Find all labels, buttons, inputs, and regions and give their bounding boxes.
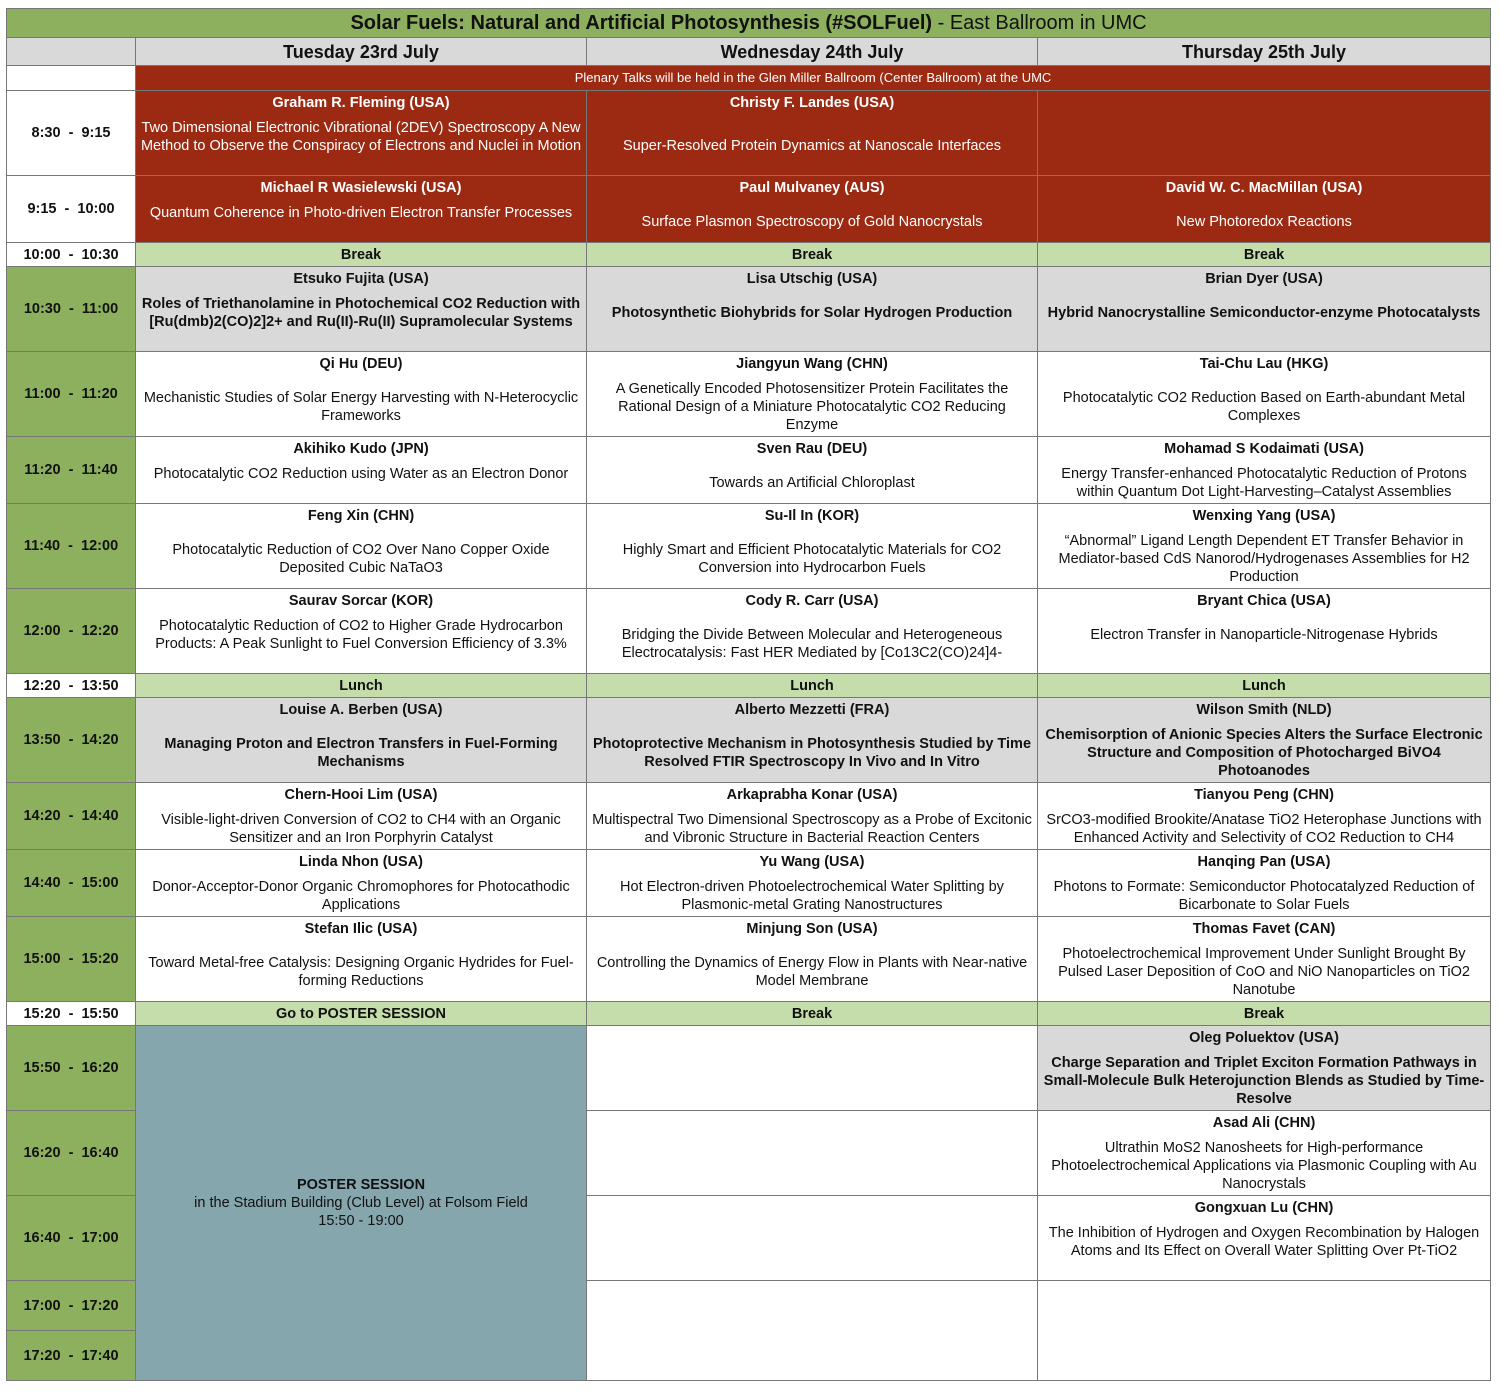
page-title [7, 9, 1491, 38]
time-slot: 10:00 - 10:30 [7, 243, 136, 267]
talk-title: Bridging the Divide Between Molecular and Heterogeneous Electrocatalysis: Fast HER Mediated by [Co13C2(CO)24]4- [621, 627, 1003, 661]
talk-cell [1038, 698, 1491, 783]
talk-title: Hybrid Nanocrystalline Semiconductor-enzyme Photocatalysts [1047, 305, 1481, 321]
talk-cell [1038, 176, 1491, 243]
talk-cell [136, 504, 587, 589]
talk-cell [136, 783, 587, 850]
talk-cell [1038, 352, 1491, 437]
time-slot: 17:00 - 17:20 [7, 1281, 136, 1331]
talk-title: Energy Transfer-enhanced Photocatalytic Reduction of Protons within Quantum Dot Light-Harvesting–Catalyst Assemblies [1061, 466, 1467, 500]
time-slot: 9:15 - 10:00 [7, 176, 136, 243]
speaker-name: Graham R. Fleming (USA) [272, 95, 450, 111]
break-cell: Break [587, 1002, 1038, 1026]
speaker-name: Qi Hu (DEU) [319, 356, 403, 372]
talk-cell [587, 176, 1038, 243]
speaker-name: Etsuko Fujita (USA) [293, 271, 429, 287]
speaker-name: Saurav Sorcar (KOR) [288, 593, 434, 609]
talk-title: A Genetically Encoded Photosensitizer Protein Facilitates the Rational Design of a Miniature Photocatalytic CO2 Reducing Enzyme [615, 381, 1009, 433]
talk-title: Quantum Coherence in Photo-driven Electron Transfer Processes [149, 205, 573, 221]
talk-cell [136, 437, 587, 504]
time-slot: 13:50 - 14:20 [7, 698, 136, 783]
talk-title: “Abnormal” Ligand Length Dependent ET Transfer Behavior in Mediator-based CdS Nanorod/Hydrogenases Assemblies for H2 Production [1058, 533, 1470, 585]
speaker-name: Sven Rau (DEU) [756, 441, 868, 457]
poster-session-block [136, 1026, 587, 1381]
lunch-cell: Lunch [1038, 674, 1491, 698]
poster-session-title: POSTER SESSION [296, 1177, 426, 1193]
note-corner-cell [7, 66, 136, 91]
talk-title: Multispectral Two Dimensional Spectroscopy as a Probe of Excitonic and Vibronic Structure in Bacterial Reaction Centers [592, 812, 1032, 846]
talk-cell [1038, 1026, 1491, 1111]
talk-title: Photons to Formate: Semiconductor Photocatalyzed Reduction of Bicarbonate to Solar Fuels [1053, 879, 1475, 913]
talk-cell [1038, 589, 1491, 674]
speaker-name: Tai-Chu Lau (HKG) [1199, 356, 1329, 372]
talk-title: Managing Proton and Electron Transfers in Fuel-Forming Mechanisms [164, 736, 558, 770]
empty-cell [587, 1026, 1038, 1111]
speaker-name: Wenxing Yang (USA) [1192, 508, 1336, 524]
break-cell: Break [1038, 243, 1491, 267]
talk-cell [136, 589, 587, 674]
talk-title: SrCO3-modified Brookite/Anatase TiO2 Heterophase Junctions with Enhanced Activity and Selectivity of CO2 Reduction to CH4 [1046, 812, 1482, 846]
talk-title: Photosynthetic Biohybrids for Solar Hydrogen Production [611, 305, 1013, 321]
speaker-name: Louise A. Berben (USA) [279, 702, 443, 718]
talk-title: Two Dimensional Electronic Vibrational (2DEV) Spectroscopy A New Method to Observe the Conspiracy of Electrons and Nuclei in Motion [140, 120, 582, 154]
talk-cell [1038, 437, 1491, 504]
lunch-cell: Lunch [587, 674, 1038, 698]
talk-title: Photocatalytic Reduction of CO2 to Higher Grade Hydrocarbon Products: A Peak Sunlight to Fuel Conversion Efficiency of 3.3% [155, 618, 567, 652]
speaker-name: Linda Nhon (USA) [298, 854, 424, 870]
speaker-name: Alberto Mezzetti (FRA) [734, 702, 890, 718]
talk-title: Surface Plasmon Spectroscopy of Gold Nanocrystals [641, 214, 983, 230]
speaker-name: Arkaprabha Konar (USA) [726, 787, 898, 803]
talk-cell [1038, 1111, 1491, 1196]
talk-title: Mechanistic Studies of Solar Energy Harvesting with N-Heterocyclic Frameworks [143, 390, 579, 424]
talk-cell [136, 176, 587, 243]
talk-cell [136, 91, 587, 176]
talk-cell [1038, 917, 1491, 1002]
talk-cell [587, 437, 1038, 504]
break-cell: Break [136, 243, 587, 267]
speaker-name: Stefan Ilic (USA) [304, 921, 418, 937]
talk-cell [1038, 504, 1491, 589]
talk-title: Hot Electron-driven Photoelectrochemical Water Splitting by Plasmonic-metal Grating Nanostructures [620, 879, 1004, 913]
time-slot: 14:40 - 15:00 [7, 850, 136, 917]
talk-title: New Photoredox Reactions [1176, 214, 1352, 230]
talk-cell [1038, 850, 1491, 917]
talk-cell [587, 850, 1038, 917]
speaker-name: Asad Ali (CHN) [1212, 1115, 1316, 1131]
speaker-name: Akihiko Kudo (JPN) [293, 441, 429, 457]
schedule-table [6, 8, 1491, 1381]
talk-title: Super-Resolved Protein Dynamics at Nanoscale Interfaces [623, 138, 1001, 154]
talk-cell [136, 698, 587, 783]
talk-title: Controlling the Dynamics of Energy Flow in Plants with Near-native Model Membrane [596, 955, 1028, 989]
talk-title: Electron Transfer in Nanoparticle-Nitrogenase Hybrids [1090, 627, 1438, 643]
time-slot: 15:00 - 15:20 [7, 917, 136, 1002]
empty-cell [1038, 1281, 1491, 1381]
speaker-name: Oleg Poluektov (USA) [1189, 1030, 1339, 1046]
talk-title: Highly Smart and Efficient Photocatalytic Materials for CO2 Conversion into Hydrocarbon Fuels [622, 542, 1002, 576]
empty-cell [1038, 91, 1491, 176]
talk-title: Visible-light-driven Conversion of CO2 to CH4 with an Organic Sensitizer and an Iron Porphyrin Catalyst [161, 812, 561, 846]
talk-cell [587, 917, 1038, 1002]
plenary-note: Plenary Talks will be held in the Glen Miller Ballroom (Center Ballroom) at the UMC [136, 66, 1491, 91]
talk-cell [1038, 783, 1491, 850]
talk-cell [136, 352, 587, 437]
speaker-name: Minjung Son (USA) [746, 921, 878, 937]
time-slot: 8:30 - 9:15 [7, 91, 136, 176]
time-slot: 17:20 - 17:40 [7, 1331, 136, 1381]
speaker-name: Su-Il In (KOR) [764, 508, 860, 524]
corner-cell [7, 38, 136, 66]
poster-session-link: Go to POSTER SESSION [136, 1002, 587, 1026]
speaker-name: David W. C. MacMillan (USA) [1165, 180, 1363, 196]
speaker-name: Michael R Wasielewski (USA) [260, 180, 462, 196]
time-slot: 14:20 - 14:40 [7, 783, 136, 850]
talk-title: Photoprotective Mechanism in Photosynthesis Studied by Time Resolved FTIR Spectroscopy In Vivo and In Vitro [592, 736, 1032, 770]
empty-cell [587, 1111, 1038, 1196]
time-slot: 11:20 - 11:40 [7, 437, 136, 504]
break-cell: Break [587, 243, 1038, 267]
speaker-name: Hanqing Pan (USA) [1197, 854, 1331, 870]
talk-title: Towards an Artificial Chloroplast [709, 475, 915, 491]
talk-title: The Inhibition of Hydrogen and Oxygen Recombination by Halogen Atoms and Its Effect on Overall Water Splitting Over Pt-TiO2 [1048, 1225, 1480, 1259]
time-slot: 11:40 - 12:00 [7, 504, 136, 589]
title-main: Solar Fuels: Natural and Artificial Photosynthesis (#SOLFuel) [350, 12, 933, 34]
time-slot: 10:30 - 11:00 [7, 267, 136, 352]
time-slot: 16:40 - 17:00 [7, 1196, 136, 1281]
speaker-name: Lisa Utschig (USA) [746, 271, 878, 287]
day-header-wednesday: Wednesday 24th July [587, 38, 1038, 66]
time-slot: 15:50 - 16:20 [7, 1026, 136, 1111]
talk-title: Donor-Acceptor-Donor Organic Chromophores for Photocathodic Applications [152, 879, 570, 913]
talk-cell [1038, 267, 1491, 352]
speaker-name: Christy F. Landes (USA) [729, 95, 895, 111]
speaker-name: Gongxuan Lu (CHN) [1194, 1200, 1334, 1216]
time-slot: 11:00 - 11:20 [7, 352, 136, 437]
poster-session-time: 15:50 - 19:00 [318, 1213, 404, 1229]
speaker-name: Mohamad S Kodaimati (USA) [1164, 441, 1364, 457]
speaker-name: Paul Mulvaney (AUS) [739, 180, 885, 196]
talk-cell [587, 504, 1038, 589]
time-slot: 15:20 - 15:50 [7, 1002, 136, 1026]
talk-cell [587, 589, 1038, 674]
break-cell: Break [1038, 1002, 1491, 1026]
talk-title: Photoelectrochemical Improvement Under Sunlight Brought By Pulsed Laser Deposition of CoO and NiO Nanoparticles on TiO2 Nanotube [1058, 946, 1470, 998]
speaker-name: Yu Wang (USA) [759, 854, 865, 870]
time-slot: 12:00 - 12:20 [7, 589, 136, 674]
talk-title: Roles of Triethanolamine in Photochemical CO2 Reduction with [Ru(dmb)2(CO)2]2+ and Ru(II)-Ru(II) Supramolecular Systems [141, 296, 581, 330]
speaker-name: Tianyou Peng (CHN) [1194, 787, 1334, 803]
talk-cell [587, 352, 1038, 437]
talk-title: Charge Separation and Triplet Exciton Formation Pathways in Small-Molecule Bulk Heterojunction Blends as Studied by Time-Resolve [1043, 1055, 1485, 1107]
speaker-name: Jiangyun Wang (CHN) [736, 356, 888, 372]
speaker-name: Bryant Chica (USA) [1197, 593, 1331, 609]
talk-cell [587, 698, 1038, 783]
talk-title: Photocatalytic Reduction of CO2 Over Nano Copper Oxide Deposited Cubic NaTaO3 [172, 542, 550, 576]
speaker-name: Wilson Smith (NLD) [1196, 702, 1332, 718]
talk-cell [587, 783, 1038, 850]
time-slot: 12:20 - 13:50 [7, 674, 136, 698]
title-location: - East Ballroom in UMC [932, 12, 1147, 34]
day-header-tuesday: Tuesday 23rd July [136, 38, 587, 66]
empty-cell [587, 1281, 1038, 1381]
day-header-thursday: Thursday 25th July [1038, 38, 1491, 66]
talk-cell [136, 267, 587, 352]
empty-cell [587, 1196, 1038, 1281]
speaker-name: Thomas Favet (CAN) [1192, 921, 1336, 937]
talk-title: Photocatalytic CO2 Reduction using Water as an Electron Donor [153, 466, 569, 482]
talk-title: Toward Metal-free Catalysis: Designing Organic Hydrides for Fuel-forming Reductions [148, 955, 574, 989]
speaker-name: Brian Dyer (USA) [1205, 271, 1323, 287]
speaker-name: Feng Xin (CHN) [307, 508, 415, 524]
talk-cell [136, 850, 587, 917]
talk-cell [1038, 1196, 1491, 1281]
talk-cell [587, 267, 1038, 352]
talk-title: Photocatalytic CO2 Reduction Based on Earth-abundant Metal Complexes [1062, 390, 1466, 424]
speaker-name: Cody R. Carr (USA) [745, 593, 879, 609]
poster-session-location: in the Stadium Building (Club Level) at Folsom Field [194, 1195, 528, 1211]
talk-cell [136, 917, 587, 1002]
talk-cell [587, 91, 1038, 176]
talk-title: Ultrathin MoS2 Nanosheets for High-performance Photoelectrochemical Applications via Plasmonic Coupling with Au Nanocrystals [1051, 1140, 1477, 1192]
time-slot: 16:20 - 16:40 [7, 1111, 136, 1196]
talk-title: Chemisorption of Anionic Species Alters the Surface Electronic Structure and Composition of Photocharged BiVO4 Photoanodes [1045, 727, 1483, 779]
lunch-cell: Lunch [136, 674, 587, 698]
speaker-name: Chern-Hooi Lim (USA) [284, 787, 438, 803]
